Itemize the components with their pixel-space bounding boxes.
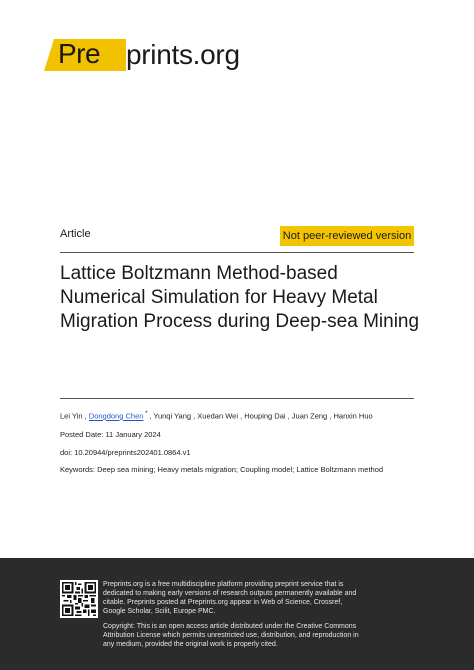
author-first: Lei Yin , <box>60 411 87 421</box>
paper-title: Lattice Boltzmann Method-based Numerical Simulation for Heavy Metal Migration Process during Deep-sea Mining <box>60 263 420 332</box>
author-list <box>60 410 373 421</box>
article-type: Article <box>60 228 91 240</box>
qr-code-icon[interactable] <box>60 580 98 618</box>
footer-about-text: Preprints.org is a free multidiscipline platform providing preprint service that is dedicated to making early versions of research outputs permanently available and citable. Preprints posted at Preprints.org appear in Web of Science, Crossref, Google Scholar, Scilit, Europe PMC. <box>103 581 357 615</box>
logo-pre-text: Pre <box>58 38 101 69</box>
peer-review-badge: Not peer-reviewed version <box>280 226 414 246</box>
divider-top <box>60 252 414 253</box>
footer <box>0 558 474 670</box>
logo-rest-text: prints.org <box>126 39 240 70</box>
doi[interactable]: doi: 10.20944/preprints202401.0864.v1 <box>60 448 191 457</box>
keywords: Keywords: Deep sea mining; Heavy metals migration; Coupling model; Lattice Boltzmann method <box>60 465 384 474</box>
posted-date: Posted Date: 11 January 2024 <box>60 430 161 439</box>
divider-bottom <box>60 398 414 399</box>
footer-copyright-text: Copyright: This is an open access article distributed under the Creative Commons Attribution License which permits unrestricted use, distribution, and reproduction in any medium, provided the original work is properly cited. <box>103 623 359 648</box>
corresponding-mark: * <box>143 410 150 417</box>
author-link-corresponding[interactable]: Dongdong Chen <box>88 411 144 421</box>
author-rest: , Yunqi Yang , Xuedan Wei , Houping Dai , Juan Zeng , Hanxin Huo <box>149 411 373 421</box>
logo-mark <box>44 39 126 71</box>
preprints-logo[interactable] <box>44 38 240 72</box>
